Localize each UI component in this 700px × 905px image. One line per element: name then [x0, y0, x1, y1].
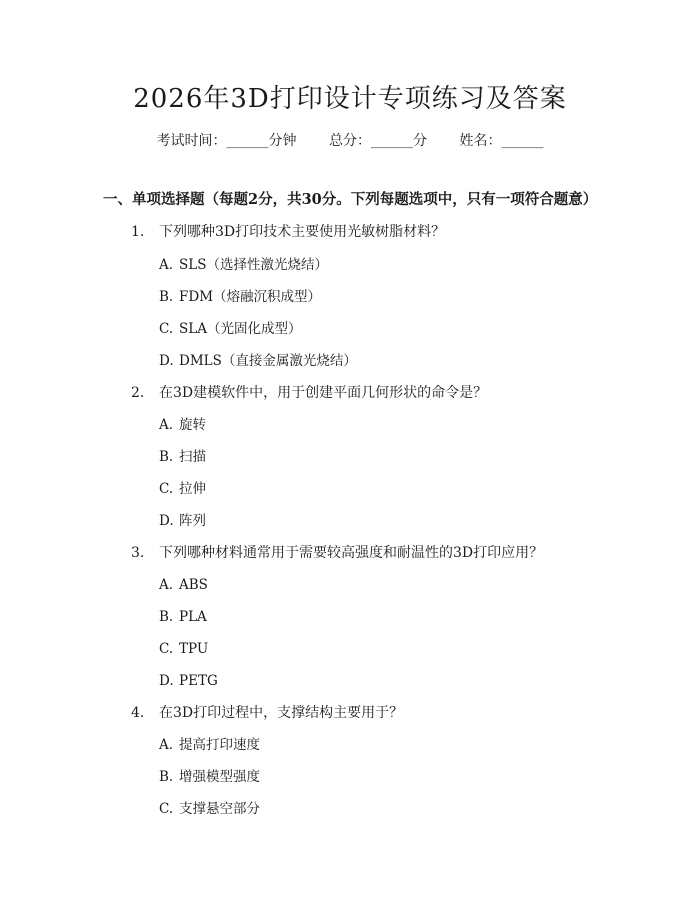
question-text: 下列哪种材料通常用于需要较高强度和耐温性的3D打印应用？ [159, 545, 544, 561]
total-score-field: 总分：______分 [329, 133, 427, 149]
option-text: 支撑悬空部分 [179, 801, 260, 817]
option-text: 旋转 [179, 417, 206, 433]
exam-time-field: 考试时间：______分钟 [156, 133, 297, 149]
option-letter: B. [159, 769, 174, 785]
exam-meta [0, 131, 700, 151]
question-3-option-a [159, 575, 208, 595]
option-letter: A. [159, 417, 174, 433]
question-3-option-b [159, 607, 207, 627]
page-title: 2026年3D打印设计专项练习及答案 [133, 84, 567, 114]
section-heading: 一、单项选择题（每题2分，共30分。下列每题选项中，只有一项符合题意） [103, 191, 598, 208]
option-letter: C. [159, 321, 174, 337]
question-2-option-b [159, 447, 206, 467]
option-text: TPU [179, 641, 209, 657]
question-2-option-c [159, 479, 206, 499]
question-3 [131, 543, 543, 563]
question-4 [131, 703, 403, 723]
question-text: 在3D建模软件中，用于创建平面几何形状的命令是？ [159, 385, 488, 401]
name-field: 姓名：______ [459, 133, 544, 149]
option-letter: C. [159, 801, 174, 817]
option-text: 扫描 [179, 449, 206, 465]
question-text: 下列哪种3D打印技术主要使用光敏树脂材料？ [159, 224, 446, 240]
question-1-option-b [159, 287, 321, 307]
option-letter: B. [159, 449, 174, 465]
question-1-option-a [159, 255, 328, 275]
option-letter: D. [159, 513, 174, 529]
option-text: DMLS（直接金属激光烧结） [179, 353, 357, 369]
question-2-option-d [159, 511, 206, 531]
question-number: 3. [131, 545, 145, 561]
question-number: 2. [131, 385, 145, 401]
option-letter: C. [159, 481, 174, 497]
question-3-option-c [159, 639, 208, 659]
option-text: 阵列 [179, 513, 206, 529]
option-text: PETG [179, 673, 218, 689]
question-1-option-d [159, 351, 357, 371]
option-letter: A. [159, 257, 174, 273]
question-1 [131, 222, 445, 242]
option-letter: D. [159, 673, 174, 689]
option-text: 增强模型强度 [179, 769, 260, 785]
option-text: 拉伸 [179, 481, 206, 497]
question-4-option-a [159, 735, 260, 755]
option-letter: C. [159, 641, 174, 657]
question-1-option-c [159, 319, 301, 339]
option-letter: B. [159, 609, 174, 625]
option-text: SLS（选择性激光烧结） [179, 257, 328, 273]
question-2-option-a [159, 415, 206, 435]
question-4-option-c [159, 799, 260, 819]
option-letter: B. [159, 289, 174, 305]
option-text: SLA（光固化成型） [179, 321, 302, 337]
question-3-option-d [159, 671, 218, 691]
option-letter: A. [159, 577, 174, 593]
question-text: 在3D打印过程中，支撑结构主要用于？ [159, 705, 404, 721]
option-text: 提高打印速度 [179, 737, 260, 753]
question-4-option-b [159, 767, 260, 787]
question-2 [131, 383, 487, 403]
option-text: ABS [179, 577, 208, 593]
option-letter: A. [159, 737, 174, 753]
option-letter: D. [159, 353, 174, 369]
option-text: FDM（熔融沉积成型） [179, 289, 322, 305]
option-text: PLA [179, 609, 207, 625]
question-number: 1. [131, 224, 145, 240]
question-number: 4. [131, 705, 145, 721]
